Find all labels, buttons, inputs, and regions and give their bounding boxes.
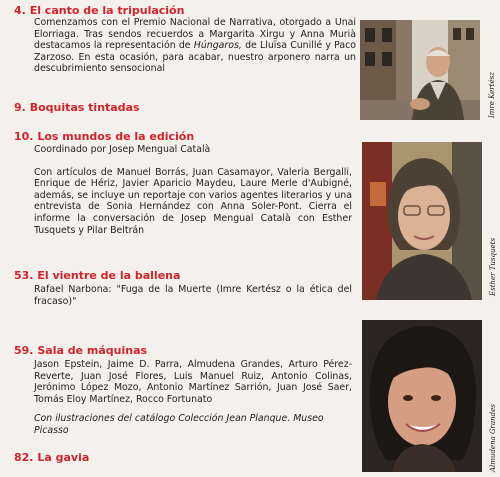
photo-caption: Esther Tusquets — [489, 237, 497, 296]
section-number: 4. — [14, 4, 26, 17]
author-photo — [362, 142, 482, 300]
section-heading-59[interactable] — [14, 344, 147, 357]
section-text: Jason Epstein, Jaime D. Parra, Almudena Grandes, Arturo Pérez-Reverte, Juan José Flores, Luis Manuel Ruiz, Antonio Colinas, Jerónimo López Mozo, Antonio Martínez Sarrión, Juan José Saer, Tomás Eloy Martínez, Rocco Fortunato — [34, 359, 352, 405]
section-body-59 — [34, 359, 352, 437]
section-text-tail: de Lluïsa Cunillé y Paco Zarzoso. En esta ocasión, para acabar, nuestro arponero narra un descubrimiento sensocional — [34, 40, 357, 75]
photo-caption: Imre Kertész — [488, 72, 496, 118]
section-title: Los mundos de la edición — [37, 130, 195, 143]
section-heading-53[interactable] — [14, 269, 180, 282]
section-number: 10. — [14, 130, 34, 143]
section-body-53 — [34, 284, 352, 307]
portrait-illustration — [360, 20, 480, 120]
section-heading-9[interactable] — [14, 101, 140, 114]
section-text: Comenzamos con el Premio Nacional de Narrativa, otorgado a Unai Elorriaga. Tras sendos recuerdos a Margarita Xirgu y Anna Murià destacamos la representación de — [34, 17, 356, 52]
section-heading-82[interactable] — [14, 451, 89, 464]
section-text: Con artículos de Manuel Borrás, Juan Casamayor, Valeria Bergalli, Enrique de Hériz, Javier Aparicio Maydeu, Laure Merle d'Aubigné, además, se incluye un reportaje con varios agentes literarios y una entrevista de Sonia Hernández con Anna Soler-Pont. Cierra el informe la conversación de Josep Mengual Català con Esther Tusquets y Pilar Beltrán — [34, 166, 352, 236]
section-title: El vientre de la ballena — [37, 269, 181, 282]
section-note: Con ilustraciones del catálogo Colección Jean Planque. Museo Picasso — [34, 413, 324, 436]
section-text: Rafael Narbona: "Fuga de la Muerte (Imre Kertész o la ética del fracaso)" — [34, 284, 352, 307]
portrait-illustration — [362, 320, 482, 472]
section-body-4 — [34, 17, 356, 75]
section-number: 82. — [14, 451, 34, 464]
section-title: Boquitas tintadas — [29, 101, 140, 114]
author-photo — [360, 20, 480, 120]
section-title: Sala de máquinas — [37, 344, 148, 357]
section-number: 9. — [14, 101, 26, 114]
portrait-illustration — [362, 142, 482, 300]
section-title: La gavia — [37, 451, 90, 464]
section-body-10 — [34, 144, 352, 236]
section-coordinator: Coordinado por Josep Mengual Català — [34, 144, 211, 155]
section-title: El canto de la tripulación — [29, 4, 185, 17]
author-photo — [362, 320, 482, 472]
section-number: 59. — [14, 344, 34, 357]
section-text-italic: Húngaros, — [193, 40, 242, 52]
section-heading-10[interactable] — [14, 130, 194, 143]
photo-caption: Almudena Grandes — [489, 404, 497, 472]
section-heading-4[interactable] — [14, 4, 184, 17]
section-number: 53. — [14, 269, 34, 282]
